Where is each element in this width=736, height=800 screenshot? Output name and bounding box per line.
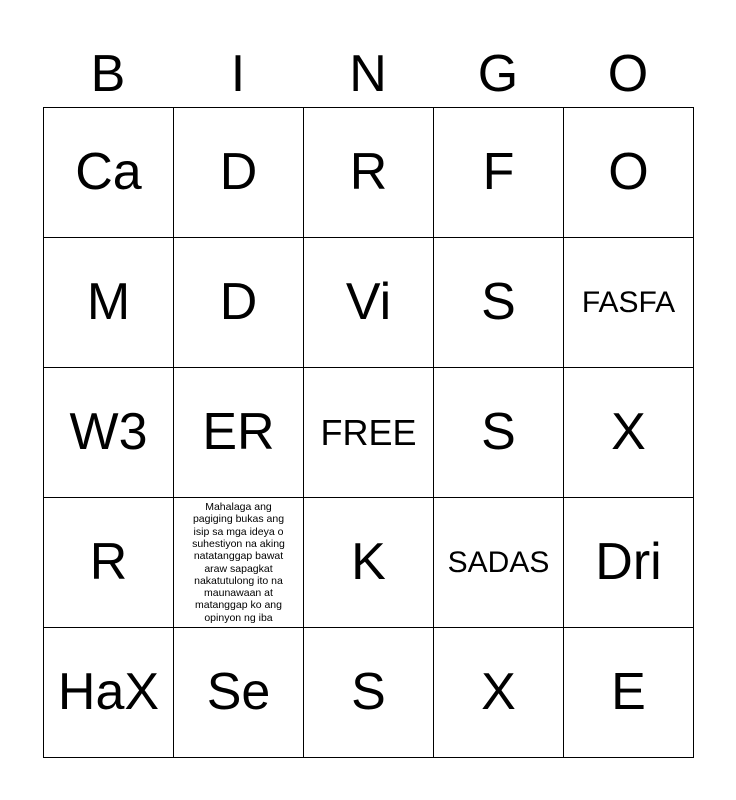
cell-text: E (611, 663, 646, 722)
free-space-cell[interactable] (304, 368, 434, 498)
bingo-cell[interactable] (44, 498, 174, 628)
cell-text: ER (202, 403, 275, 462)
bingo-cell[interactable] (174, 238, 304, 368)
cell-text: Ca (75, 143, 142, 202)
header-letter-n: N (349, 45, 387, 103)
cell-text: X (481, 663, 516, 722)
cell-text: D (219, 273, 258, 332)
header-letter-b: B (90, 45, 126, 103)
bingo-cell[interactable] (304, 498, 434, 628)
cell-text: S (481, 273, 516, 332)
bingo-cell[interactable] (44, 238, 174, 368)
bingo-cell[interactable] (174, 108, 304, 238)
bingo-cell[interactable] (564, 108, 694, 238)
cell-text: W3 (69, 403, 148, 462)
header-letter-o: O (607, 45, 649, 103)
bingo-cell[interactable] (304, 108, 434, 238)
bingo-cell[interactable] (434, 368, 564, 498)
header-letter-i: I (230, 45, 246, 103)
free-space-text: FREE (320, 411, 417, 453)
cell-text: X (611, 403, 646, 462)
cell-text: K (351, 533, 386, 592)
cell-text: Se (206, 663, 271, 722)
bingo-cell[interactable] (44, 108, 174, 238)
bingo-cell[interactable] (564, 628, 694, 758)
bingo-header (43, 40, 693, 108)
bingo-cell[interactable] (434, 238, 564, 368)
bingo-cell[interactable] (44, 628, 174, 758)
bingo-cell[interactable] (174, 498, 304, 628)
cell-text: Dri (595, 533, 662, 592)
cell-text: Vi (345, 273, 392, 332)
bingo-cell[interactable] (44, 368, 174, 498)
cell-text: Mahalaga ang pagiging bukas ang isip sa mga ideya o suhestiyon na aking natatanggap bawat araw sapagkat nakatutulong ito na maunawaan at matanggap ko ang opinyon ng iba (192, 501, 285, 624)
cell-text: S (481, 403, 516, 462)
bingo-cell[interactable] (434, 108, 564, 238)
cell-text: D (219, 143, 258, 202)
cell-text: R (89, 533, 128, 592)
bingo-cell[interactable] (434, 628, 564, 758)
bingo-cell[interactable] (304, 238, 434, 368)
cell-text: R (349, 143, 388, 202)
cell-text: F (482, 143, 515, 202)
bingo-card-grid (43, 107, 694, 758)
bingo-cell[interactable] (564, 238, 694, 368)
bingo-cell[interactable] (174, 368, 304, 498)
cell-text: HaX (57, 663, 160, 722)
cell-text: SADAS (447, 545, 550, 579)
cell-text: FASFA (581, 285, 676, 319)
bingo-cell[interactable] (564, 498, 694, 628)
bingo-cell[interactable] (304, 628, 434, 758)
header-letter-g: G (477, 45, 519, 103)
bingo-cell[interactable] (174, 628, 304, 758)
bingo-cell[interactable] (434, 498, 564, 628)
cell-text: M (86, 273, 131, 332)
cell-text: S (351, 663, 386, 722)
cell-text: O (608, 143, 649, 202)
bingo-cell[interactable] (564, 368, 694, 498)
